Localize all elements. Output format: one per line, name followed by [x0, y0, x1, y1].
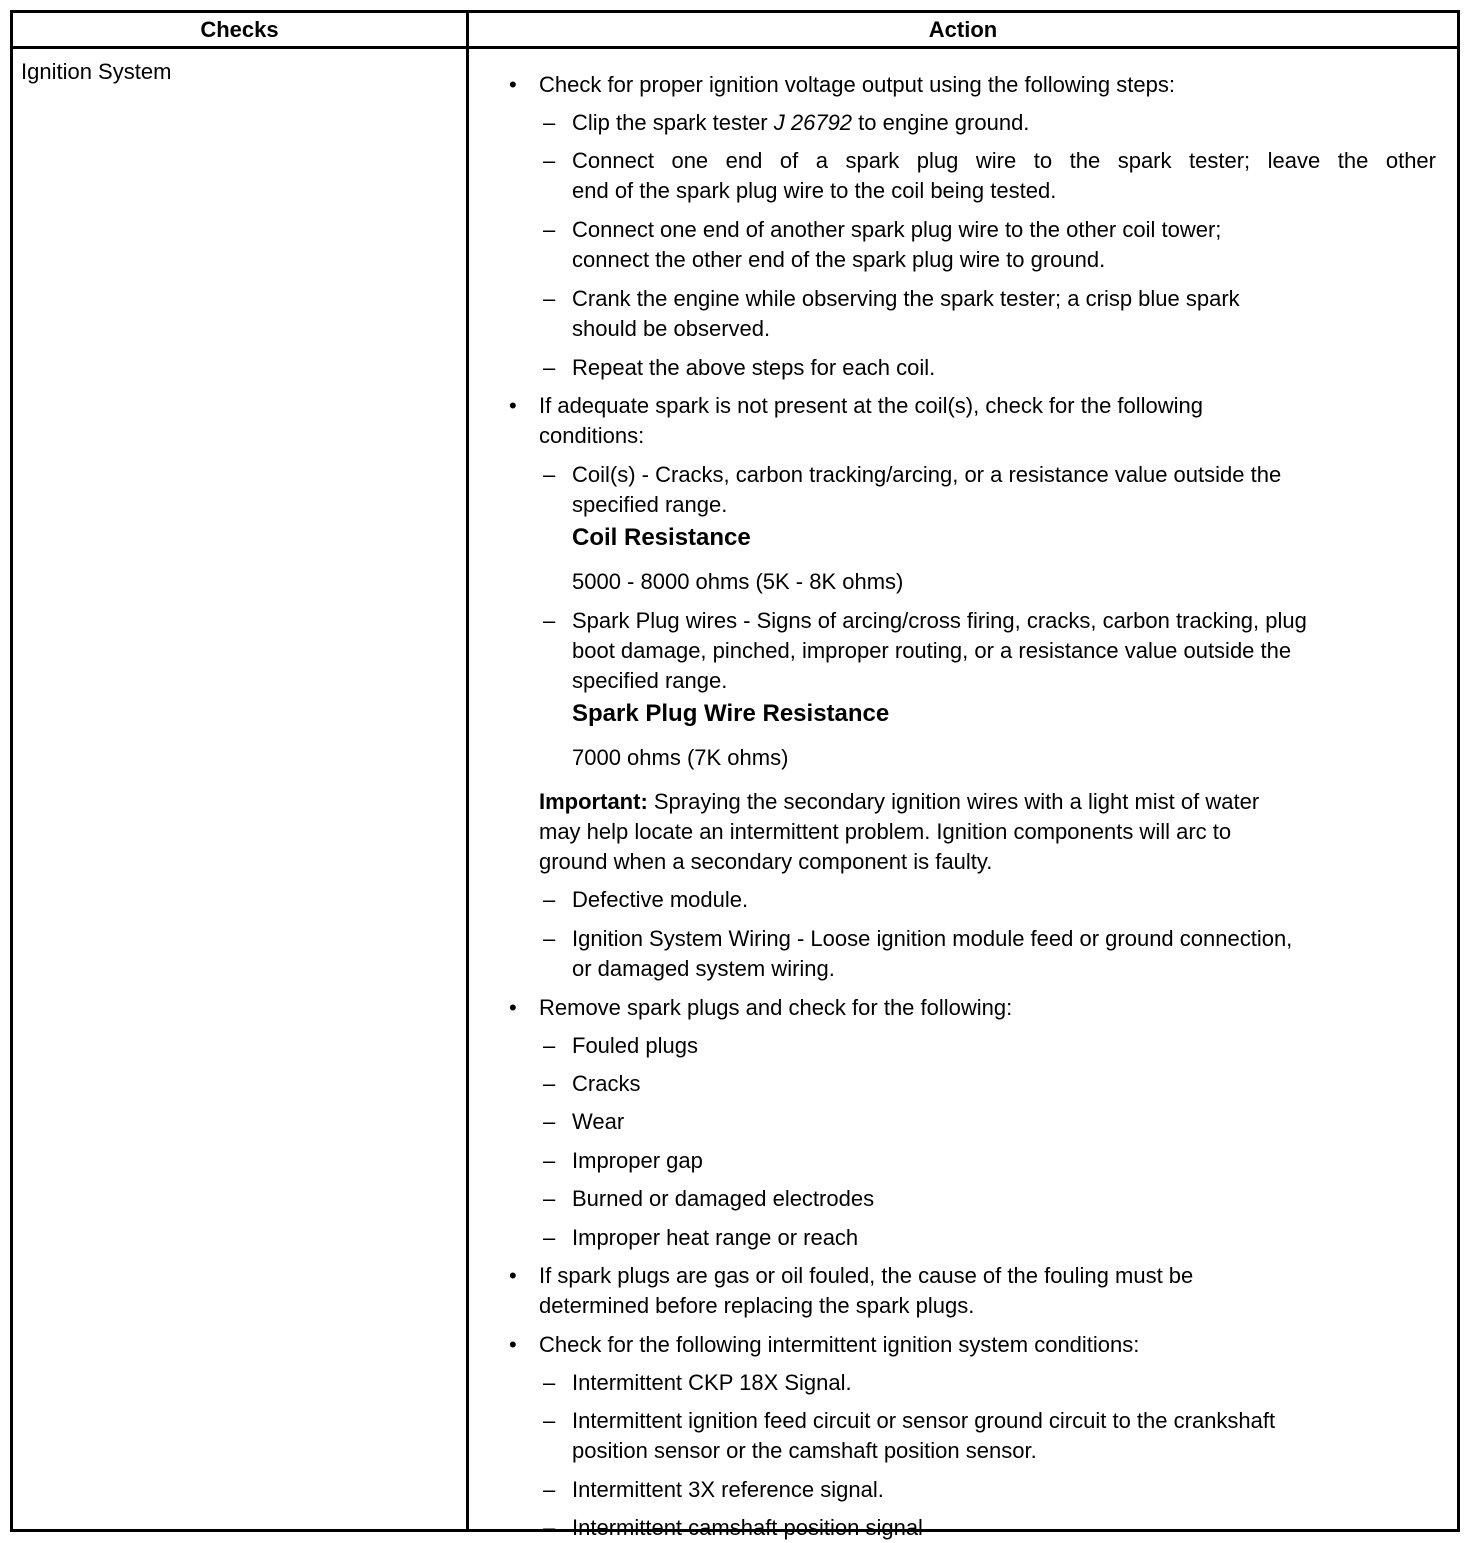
- bullet-text: Check for the following intermittent ignition system conditions:: [539, 1332, 1140, 1357]
- step-connect-another-line1: Connect one end of another spark plug wire to the other coil tower;: [572, 217, 1222, 242]
- bullet-marker: •: [509, 1332, 517, 1357]
- intermittent-item: Intermittent 3X reference signal.: [572, 1477, 884, 1502]
- step-crank-line2: should be observed.: [572, 316, 771, 341]
- dash-marker: –: [543, 355, 556, 380]
- condition-wires-line2: boot damage, pinched, improper routing, or a resistance value outside the: [572, 638, 1292, 663]
- header-checks: Checks: [200, 17, 279, 42]
- plug-check-item: Improper gap: [572, 1148, 703, 1173]
- important-note-line2: may help locate an intermittent problem. Ignition components will arc to: [539, 819, 1232, 844]
- dash-marker: –: [543, 462, 556, 487]
- dash-marker: –: [543, 1477, 556, 1502]
- step-connect-wire-line1: Connect one end of a spark plug wire to the spark tester; leave the other: [572, 148, 1436, 173]
- dash-marker: –: [543, 1225, 556, 1250]
- important-note-line1: Important: Spraying the secondary ignition wires with a light mist of water: [539, 789, 1260, 814]
- dash-marker: –: [543, 1186, 556, 1211]
- bullet-text-line2: conditions:: [539, 423, 645, 448]
- bullet-marker: •: [509, 72, 517, 97]
- step-connect-wire-line2: end of the spark plug wire to the coil being tested.: [572, 178, 1057, 203]
- bullet-marker: •: [509, 1263, 517, 1288]
- dash-marker: –: [543, 217, 556, 242]
- dash-marker: –: [543, 887, 556, 912]
- condition-module: Defective module.: [572, 887, 749, 912]
- condition-wires-line3: specified range.: [572, 668, 728, 693]
- dash-marker: –: [543, 926, 556, 951]
- dash-marker: –: [543, 1515, 556, 1540]
- important-label: Important:: [539, 789, 648, 814]
- intermittent-item-line1: Intermittent ignition feed circuit or sensor ground circuit to the crankshaft: [572, 1408, 1276, 1433]
- dash-marker: –: [543, 1408, 556, 1433]
- important-note-line3: ground when a secondary component is faulty.: [539, 849, 993, 874]
- coil-resistance-value: 5000 - 8000 ohms (5K - 8K ohms): [572, 569, 904, 594]
- bullet-text-line1: If spark plugs are gas or oil fouled, the cause of the fouling must be: [539, 1263, 1194, 1288]
- dash-marker: –: [543, 1109, 556, 1134]
- plug-check-item: Cracks: [572, 1071, 641, 1096]
- condition-coil-line2: specified range.: [572, 492, 728, 517]
- plug-check-item: Improper heat range or reach: [572, 1225, 859, 1250]
- bullet-text: Remove spark plugs and check for the following:: [539, 995, 1013, 1020]
- column-divider: [466, 13, 469, 1529]
- dash-marker: –: [543, 1148, 556, 1173]
- diagnostic-table: [10, 10, 1460, 1540]
- step-repeat: Repeat the above steps for each coil.: [572, 355, 936, 380]
- wire-resistance-title: Spark Plug Wire Resistance: [572, 700, 890, 727]
- dash-marker: –: [543, 1071, 556, 1096]
- bullet-text-line1: If adequate spark is not present at the coil(s), check for the following: [539, 393, 1204, 418]
- condition-wiring-line1: Ignition System Wiring - Loose ignition module feed or ground connection,: [572, 926, 1293, 951]
- dash-marker: –: [543, 1033, 556, 1058]
- bullet-text-line2: determined before replacing the spark plugs.: [539, 1293, 975, 1318]
- intermittent-item: Intermittent CKP 18X Signal.: [572, 1370, 852, 1395]
- dash-marker: –: [543, 1370, 556, 1395]
- header-divider: [13, 46, 1457, 49]
- bullet-marker: •: [509, 995, 517, 1020]
- coil-resistance-title: Coil Resistance: [572, 524, 751, 551]
- tool-number: J 26792: [773, 110, 853, 135]
- step-connect-another-line2: connect the other end of the spark plug wire to ground.: [572, 247, 1106, 272]
- plug-check-item: Wear: [572, 1109, 625, 1134]
- condition-wires-line1: Spark Plug wires - Signs of arcing/cross firing, cracks, carbon tracking, plug: [572, 608, 1307, 633]
- intermittent-item-line2: position sensor or the camshaft position sensor.: [572, 1438, 1037, 1463]
- step-crank-line1: Crank the engine while observing the spark tester; a crisp blue spark: [572, 286, 1240, 311]
- dash-marker: –: [543, 608, 556, 633]
- bullet-marker: •: [509, 393, 517, 418]
- dash-marker: –: [543, 110, 556, 135]
- dash-marker: –: [543, 148, 556, 173]
- intermittent-item: Intermittent camshaft position signal: [572, 1515, 923, 1540]
- condition-coil-line1: Coil(s) - Cracks, carbon tracking/arcing, or a resistance value outside the: [572, 462, 1282, 487]
- header-action: Action: [928, 17, 998, 42]
- check-ignition-system: Ignition System: [21, 59, 172, 84]
- dash-marker: –: [543, 286, 556, 311]
- plug-check-item: Fouled plugs: [572, 1033, 698, 1058]
- condition-wiring-line2: or damaged system wiring.: [572, 956, 835, 981]
- step-clip-tester: Clip the spark tester J 26792 to engine ground.: [572, 110, 1030, 135]
- plug-check-item: Burned or damaged electrodes: [572, 1186, 875, 1211]
- bullet-text: Check for proper ignition voltage output using the following steps:: [539, 72, 1175, 97]
- wire-resistance-value: 7000 ohms (7K ohms): [572, 745, 789, 770]
